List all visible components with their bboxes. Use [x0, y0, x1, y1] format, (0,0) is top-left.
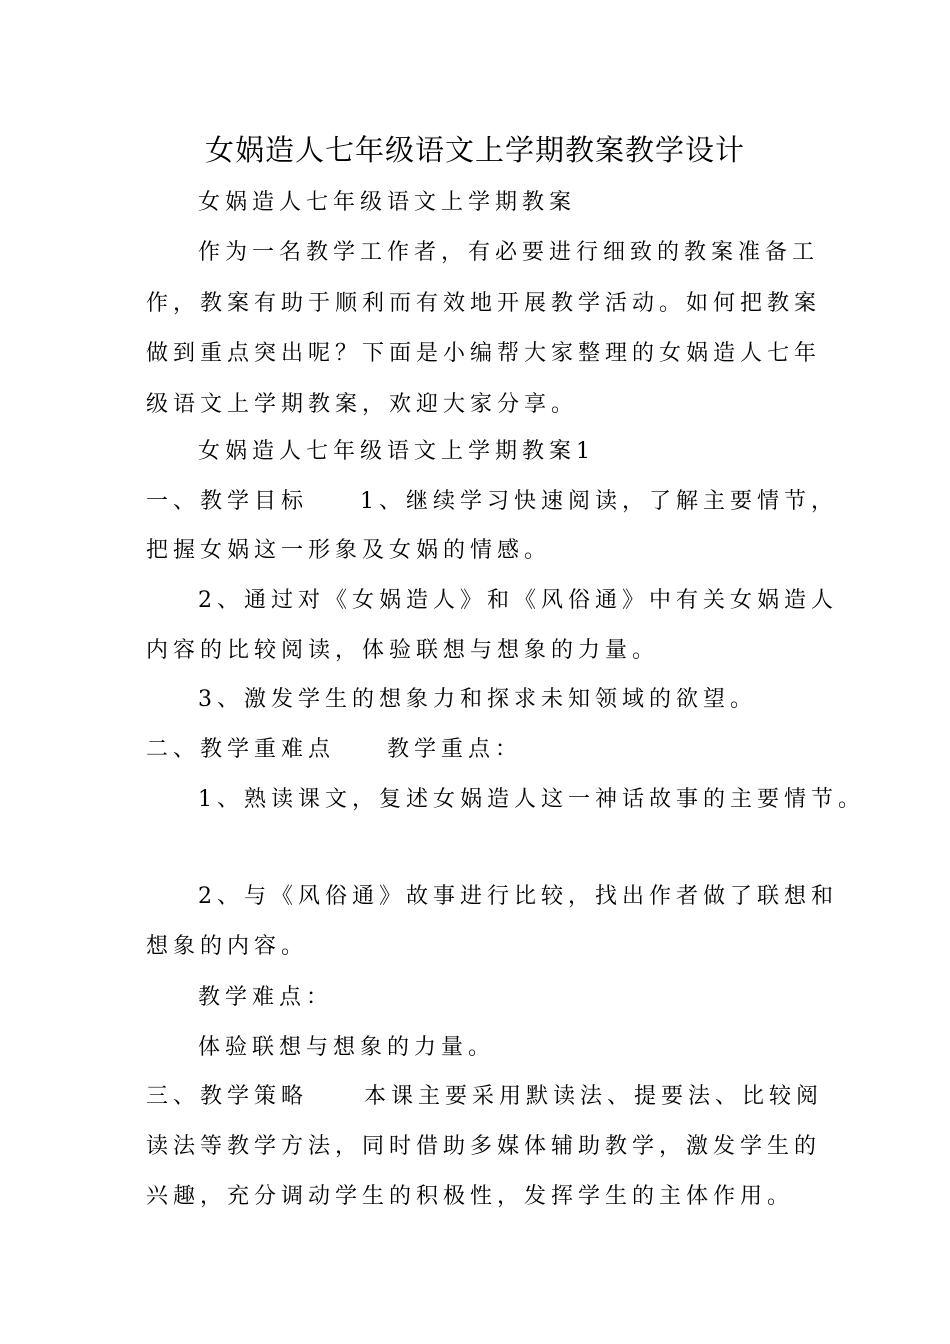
key-point-text: 2、与《风俗通》故事进行比较，找出作者做了联想和 — [198, 884, 838, 909]
intro-line: 做到重点突出呢？下面是小编帮大家整理的女娲造人七年 — [146, 341, 822, 366]
strategy-text: 读法等教学方法，同时借助多媒体辅助教学，激发学生的 — [146, 1134, 822, 1159]
objective-text: 3、激发学生的想象力和探求未知领域的欲望。 — [198, 687, 757, 712]
strategy-text: 兴趣，充分调动学生的积极性，发挥学生的主体作用。 — [146, 1184, 795, 1209]
key-point-text: 想象的内容。 — [146, 934, 309, 959]
intro-line: 作为一名教学工作者，有必要进行细致的教案准备工 — [198, 240, 820, 265]
strategy-text: 本课主要采用默读法、提要法、比较阅 — [364, 1084, 824, 1109]
document-title: 女娲造人七年级语文上学期教案教学设计 — [204, 133, 745, 167]
objective-text: 1、继续学习快速阅读，了解主要情节， — [360, 489, 839, 514]
intro-line: 作，教案有助于顺利而有效地开展教学活动。如何把教案 — [146, 291, 822, 316]
objective-text: 内容的比较阅读，体验联想与想象的力量。 — [146, 638, 660, 663]
subtitle: 女娲造人七年级语文上学期教案 — [198, 190, 577, 215]
key-points-paragraph — [146, 733, 522, 767]
section-heading: 一、教学目标 — [146, 489, 309, 514]
key-point-text: 1、熟读课文，复述女娲造人这一神话故事的主要情节。 — [198, 787, 865, 812]
strategy-paragraph — [146, 1080, 823, 1114]
key-label: 教学重点： — [387, 737, 523, 762]
intro-line: 级语文上学期教案，欢迎大家分享。 — [146, 392, 579, 417]
section-title: 女娲造人七年级语文上学期教案1 — [198, 439, 595, 464]
objective-text: 把握女娲这一形象及女娲的情感。 — [146, 538, 552, 563]
difficulty-label: 教学难点： — [198, 985, 334, 1010]
objective-text: 2、通过对《女娲造人》和《风俗通》中有关女娲造人 — [198, 588, 838, 613]
section-heading: 二、教学重难点 — [146, 737, 336, 762]
difficulty-text: 体验联想与想象的力量。 — [198, 1035, 496, 1060]
objectives-paragraph — [146, 485, 838, 519]
section-heading: 三、教学策略 — [146, 1084, 309, 1109]
